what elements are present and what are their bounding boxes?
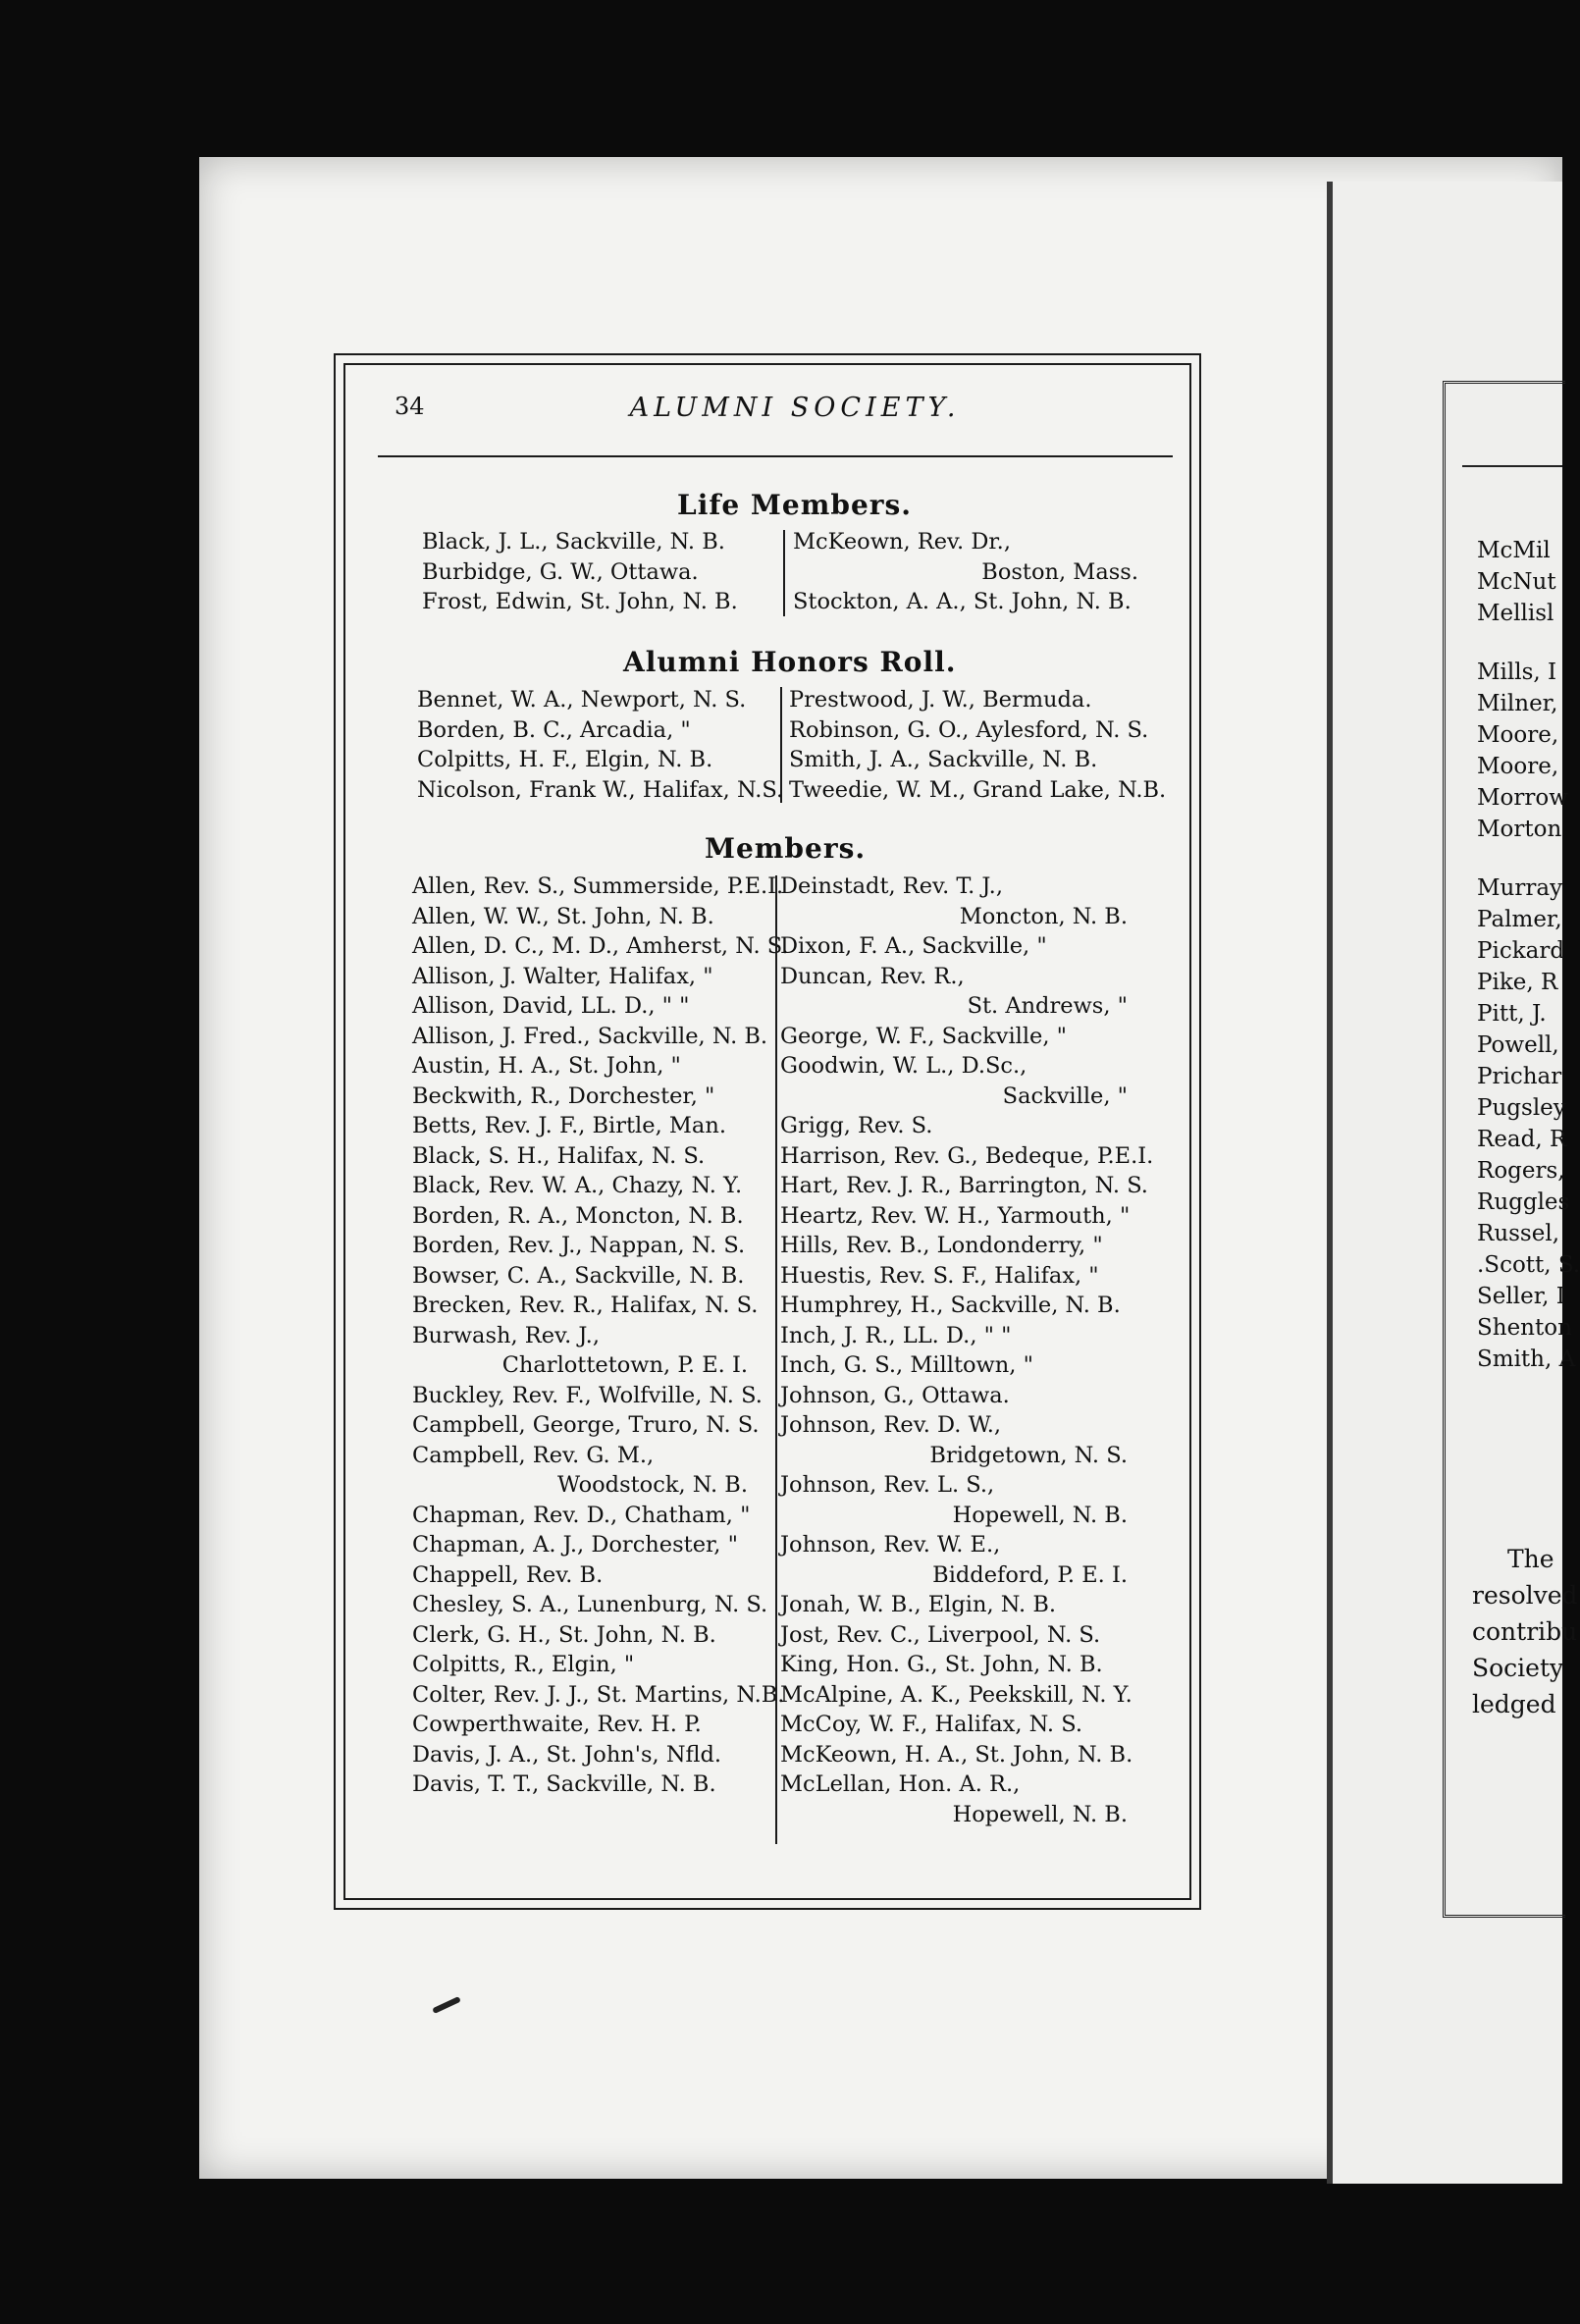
entry-continuation: Woodstock, N. B. (556, 1472, 748, 1498)
facing-page-line: Society (1472, 1654, 1564, 1682)
honors-roll-column-divider (780, 687, 782, 803)
member-entry: Cowperthwaite, Rev. H. P. (412, 1712, 702, 1737)
facing-page-header-rule (1462, 465, 1562, 467)
member-entry: Colter, Rev. J. J., St. Martins, N.B. (412, 1681, 785, 1708)
member-entry: Tweedie, W. M., Grand Lake, N.B. (789, 776, 1167, 803)
facing-page-line: Smith, A (1477, 1347, 1576, 1372)
member-entry: Betts, Rev. J. F., Birtle, Man. (412, 1113, 726, 1138)
member-entry: Borden, Rev. J., Nappan, N. S. (412, 1233, 746, 1258)
entry-continuation: Hopewell, N. B. (952, 1502, 1128, 1528)
member-entry: Bennet, W. A., Newport, N. S. (417, 687, 747, 713)
entry-continuation: Boston, Mass. (981, 558, 1138, 585)
member-entry: Davis, J. A., St. John's, Nfld. (412, 1741, 722, 1768)
member-entry: Hills, Rev. B., Londonderry, " (780, 1233, 1103, 1258)
member-entry: Beckwith, R., Dorchester, " (412, 1083, 715, 1109)
facing-page-paragraph (1472, 1541, 1578, 1722)
facing-page-line: ledged (1472, 1690, 1556, 1718)
member-entry: Davis, T. T., Sackville, N. B. (412, 1771, 716, 1797)
life-members-left-column (422, 527, 738, 617)
member-entry: Deinstadt, Rev. T. J., (780, 873, 1003, 899)
facing-page-line: Moore, (1477, 722, 1559, 748)
facing-page-line: Seller, I (1477, 1284, 1565, 1309)
members-column-divider (775, 875, 777, 1844)
member-entry: Colpitts, H. F., Elgin, N. B. (417, 747, 713, 772)
member-entry: Chapman, A. J., Dorchester, " (412, 1532, 738, 1558)
member-entry: George, W. F., Sackville, " (780, 1023, 1068, 1049)
member-entry: Black, Rev. W. A., Chazy, N. Y. (412, 1173, 743, 1198)
member-entry: Jonah, W. B., Elgin, N. B. (780, 1592, 1057, 1617)
member-entry: McLellan, Hon. A. R., (780, 1771, 1021, 1797)
facing-page-line: resolved (1472, 1581, 1578, 1610)
member-entry: Clerk, G. H., St. John, N. B. (412, 1621, 716, 1648)
member-entry: Chappell, Rev. B. (412, 1561, 604, 1588)
member-entry: King, Hon. G., St. John, N. B. (780, 1652, 1103, 1677)
facing-page-line: Prichar (1477, 1064, 1562, 1089)
header-rule (378, 455, 1173, 457)
facing-page-line (1477, 845, 1580, 872)
member-entry: Campbell, Rev. G. M., (412, 1442, 655, 1468)
members-left-column (412, 872, 789, 1800)
facing-page-line: Read, R (1477, 1127, 1567, 1152)
member-entry: Allen, W. W., St. John, N. B. (412, 903, 714, 929)
entry-continuation: Biddeford, P. E. I. (932, 1561, 1128, 1588)
facing-page-line: Morrow (1477, 785, 1568, 811)
life-members-column-divider (783, 530, 785, 616)
facing-page-line: Ruggles (1477, 1189, 1570, 1215)
member-entry: Stockton, A. A., St. John, N. B. (793, 589, 1132, 614)
member-entry: Johnson, Rev. D. W., (780, 1412, 1002, 1438)
entry-continuation: Charlottetown, P. E. I. (501, 1352, 748, 1378)
facing-page-line: Pitt, J. (1477, 1001, 1547, 1027)
facing-page-line: Murray (1477, 875, 1563, 901)
member-entry: Black, S. H., Halifax, N. S. (412, 1142, 706, 1169)
member-entry: Dixon, F. A., Sackville, " (780, 933, 1047, 959)
member-entry: Smith, J. A., Sackville, N. B. (789, 747, 1098, 772)
member-entry: Johnson, Rev. L. S., (780, 1472, 995, 1498)
member-entry: Johnson, G., Ottawa. (780, 1382, 1010, 1408)
member-entry: Prestwood, J. W., Bermuda. (789, 687, 1092, 713)
member-entry: Colpitts, R., Elgin, " (412, 1652, 635, 1677)
page-number: 34 (395, 393, 425, 420)
facing-page-line: Pugsley (1477, 1095, 1566, 1121)
facing-page-line: Shenton (1477, 1315, 1572, 1341)
member-entry: Allison, J. Walter, Halifax, " (412, 963, 713, 989)
members-right-column (780, 872, 1154, 1829)
facing-page-line: Pickard (1477, 938, 1565, 964)
member-entry: Humphrey, H., Sackville, N. B. (780, 1293, 1121, 1318)
entry-continuation: Moncton, N. B. (959, 903, 1128, 929)
member-entry: Inch, G. S., Milltown, " (780, 1352, 1033, 1378)
facing-page-line: Mellisl (1477, 601, 1554, 626)
facing-page-line: Milner, (1477, 691, 1558, 716)
member-entry: Borden, R. A., Moncton, N. B. (412, 1202, 744, 1229)
member-entry: Inch, J. R., LL. D., " " (780, 1322, 1012, 1348)
member-entry: Allison, David, LL. D., " " (412, 993, 690, 1019)
member-entry: Burbidge, G. W., Ottawa. (422, 558, 699, 585)
member-entry: Goodwin, W. L., D.Sc., (780, 1053, 1027, 1079)
facing-page-line: .Scott, S. (1477, 1252, 1580, 1278)
member-entry: McKeown, Rev. Dr., (793, 529, 1011, 555)
member-entry: Robinson, G. O., Aylesford, N. S. (789, 716, 1149, 743)
facing-page-line: McMil (1477, 538, 1551, 563)
life-members-heading: Life Members. (677, 489, 913, 521)
member-entry: Borden, B. C., Arcadia, " (417, 716, 691, 743)
facing-page-line: The (1507, 1545, 1554, 1573)
member-entry: McCoy, W. F., Halifax, N. S. (780, 1712, 1082, 1737)
member-entry: Johnson, Rev. W. E., (780, 1532, 1001, 1558)
facing-page-line: contribu (1472, 1617, 1578, 1646)
member-entry: Burwash, Rev. J., (412, 1322, 600, 1348)
facing-page-line (1477, 629, 1580, 657)
entry-continuation: Bridgetown, N. S. (929, 1442, 1128, 1468)
running-head: ALUMNI SOCIETY. (629, 393, 961, 423)
member-entry: Allison, J. Fred., Sackville, N. B. (412, 1023, 768, 1049)
member-entry: Frost, Edwin, St. John, N. B. (422, 589, 738, 614)
honors-roll-heading: Alumni Honors Roll. (623, 646, 957, 678)
member-entry: Chapman, Rev. D., Chatham, " (412, 1502, 751, 1528)
member-entry: Huestis, Rev. S. F., Halifax, " (780, 1262, 1099, 1289)
facing-page-line: Russel, (1477, 1221, 1560, 1246)
members-heading: Members. (705, 832, 867, 865)
entry-continuation: Sackville, " (1002, 1083, 1128, 1109)
member-entry: Allen, Rev. S., Summerside, P.E.I. (412, 873, 784, 899)
honors-roll-left-column (417, 685, 783, 805)
member-entry: Harrison, Rev. G., Bedeque, P.E.I. (780, 1142, 1154, 1169)
member-entry: Jost, Rev. C., Liverpool, N. S. (780, 1621, 1101, 1648)
facing-page-line: McNut (1477, 569, 1556, 595)
facing-page-line: Rogers, (1477, 1158, 1565, 1184)
member-entry: Black, J. L., Sackville, N. B. (422, 529, 725, 555)
member-entry: Duncan, Rev. R., (780, 963, 965, 989)
entry-continuation: St. Andrews, " (967, 993, 1128, 1019)
member-entry: Buckley, Rev. F., Wolfville, N. S. (412, 1382, 763, 1408)
facing-page-line: Pike, R (1477, 970, 1558, 995)
member-entry: Nicolson, Frank W., Halifax, N.S. (417, 776, 784, 803)
member-entry: Heartz, Rev. W. H., Yarmouth, " (780, 1202, 1131, 1229)
entry-continuation: Hopewell, N. B. (952, 1801, 1128, 1827)
facing-page-names (1477, 535, 1580, 1375)
facing-page-line: Mills, I (1477, 660, 1557, 685)
facing-page-line: Palmer, (1477, 907, 1562, 932)
member-entry: McAlpine, A. K., Peekskill, N. Y. (780, 1681, 1132, 1708)
member-entry: Allen, D. C., M. D., Amherst, N. S. (412, 933, 789, 959)
honors-roll-right-column (789, 685, 1166, 805)
member-entry: Campbell, George, Truro, N. S. (412, 1412, 760, 1438)
life-members-right-column (793, 527, 1156, 617)
member-entry: Hart, Rev. J. R., Barrington, N. S. (780, 1173, 1148, 1198)
facing-page-line: Moore, (1477, 754, 1559, 779)
member-entry: Chesley, S. A., Lunenburg, N. S. (412, 1592, 768, 1617)
member-entry: Brecken, Rev. R., Halifax, N. S. (412, 1293, 759, 1318)
member-entry: Grigg, Rev. S. (780, 1113, 933, 1138)
facing-page-line: Powell, (1477, 1032, 1559, 1058)
member-entry: Austin, H. A., St. John, " (412, 1053, 681, 1079)
facing-page-line: Morton (1477, 817, 1562, 842)
member-entry: McKeown, H. A., St. John, N. B. (780, 1741, 1133, 1768)
member-entry: Bowser, C. A., Sackville, N. B. (412, 1262, 745, 1289)
